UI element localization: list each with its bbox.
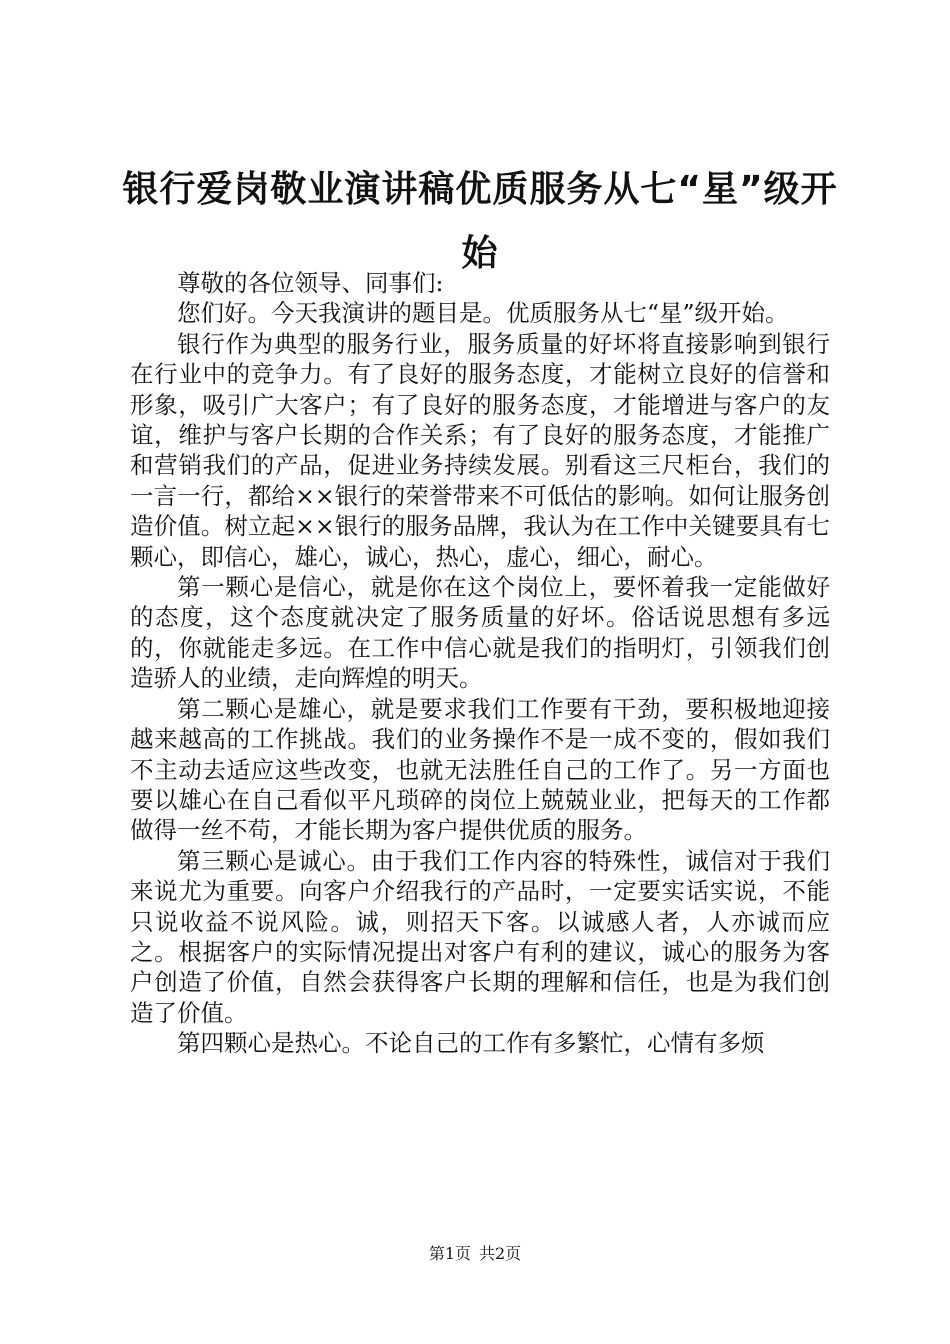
salutation: 尊敬的各位领导、同事们: <box>177 269 444 297</box>
page-footer <box>0 1243 950 1265</box>
greeting-paragraph: 您们好。今天我演讲的题目是。优质服务从七“星”级开始。 <box>177 299 789 328</box>
document-body <box>130 268 830 1059</box>
ambition-paragraph: 第二颗心是雄心，就是要求我们工作要有干劲，要积极地迎接越来越高的工作挑战。我们的业务操作不是一成不变的，假如我们不主动去适应这些改变，也就无法胜任自己的工作了。另一方面也要以雄心在自己看似平凡琐碎的岗位上兢兢业业，把每天的工作都做得一丝不苟，才能长期为客户提供优质的服务。 <box>130 694 830 845</box>
document-title: 银行爱岗敬业演讲稿优质服务从七“星”级开始 <box>122 169 838 274</box>
page-number: 第1页 <box>428 1244 471 1263</box>
confidence-paragraph: 第一颗心是信心，就是你在这个岗位上，要怀着我一定能做好的态度，这个态度就决定了服务质量的好坏。俗话说思想有多远的，你就能走多远。在工作中信心就是我们的指明灯，引领我们创造骄人的业绩，走向辉煌的明天。 <box>130 573 830 693</box>
sincerity-paragraph: 第三颗心是诚心。由于我们工作内容的特殊性，诚信对于我们来说尤为重要。向客户介绍我行的产品时，一定要实话实说，不能只说收益不说风险。诚，则招天下客。以诚感人者，人亦诚而应之。根据客户的实际情况提出对客户有利的建议，诚心的服务为客户创造了价值，自然会获得客户长期的理解和信任，也是为我们创造了价值。 <box>130 846 830 1027</box>
page-total: 共2页 <box>479 1244 522 1263</box>
enthusiasm-paragraph: 第四颗心是热心。不论自己的工作有多繁忙，心情有多烦 <box>177 1029 765 1058</box>
intro-paragraph: 银行作为典型的服务行业，服务质量的好坏将直接影响到银行在行业中的竞争力。有了良好的服务态度，才能树立良好的信誉和形象，吸引广大客户；有了良好的服务态度，才能增进与客户的友谊，维护与客户长期的合作关系；有了良好的服务态度，才能推广和营销我们的产品，促进业务持续发展。别看这三尺柜台，我们的一言一行，都给××银行的荣誉带来不可低估的影响。如何让服务创造价值。树立起××银行的服务品牌，我认为在工作中关键要具有七颗心，即信心，雄心，诚心，热心，虚心，细心，耐心。 <box>130 329 830 571</box>
